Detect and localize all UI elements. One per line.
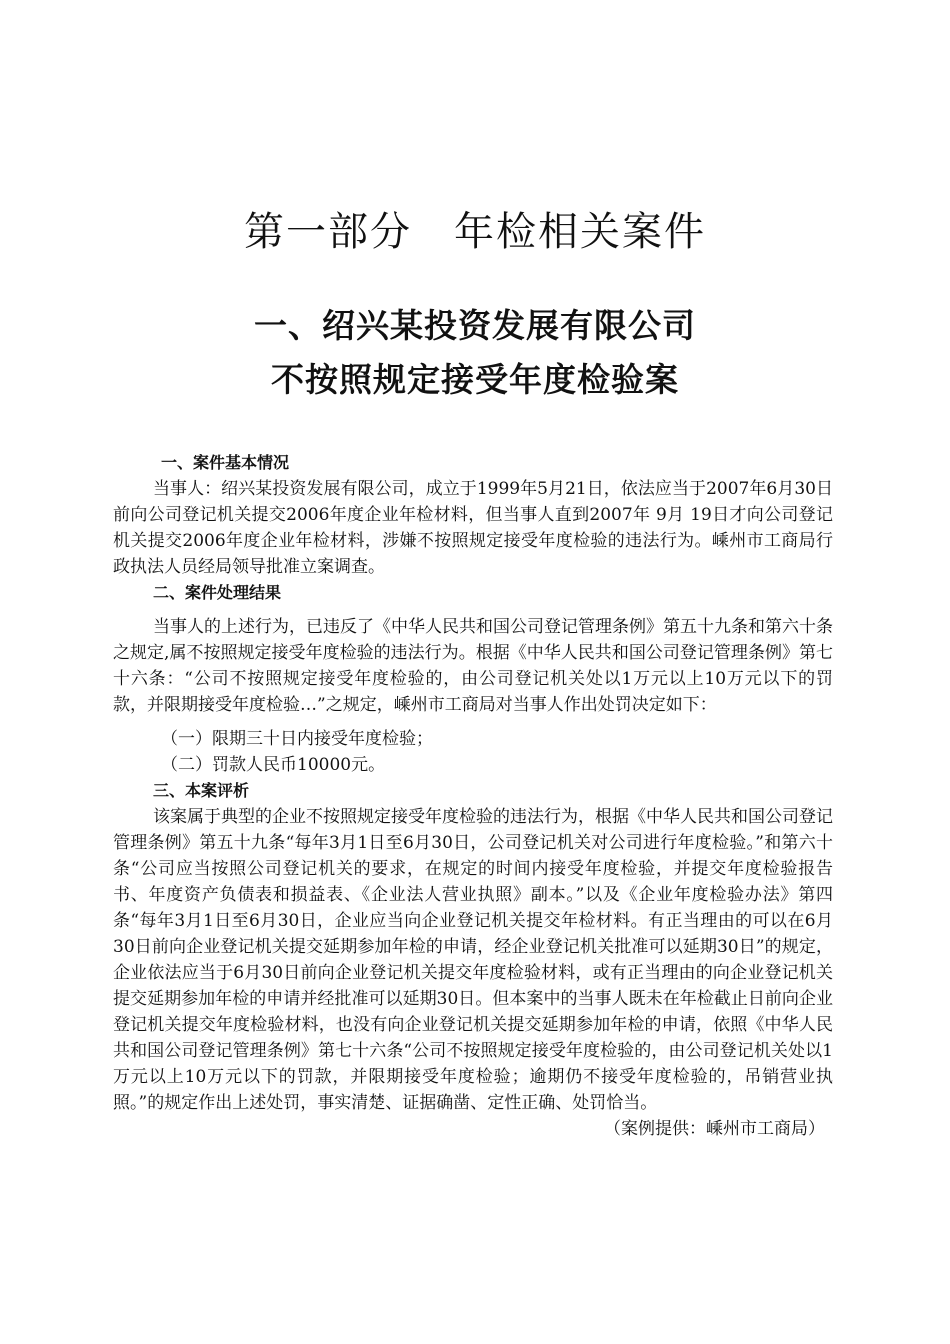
case-source: （案例提供：嵊州市工商局）: [604, 1119, 825, 1139]
section-text-analysis: 该案属于典型的企业不按照规定接受年度检验的违法行为，根据《中华人民共和国公司登记管理条例》第五十九条“每年3月1日至6月30日，公司登记机关对公司进行年度检验。”和第六十条“公司应当按照公司登记机关的要求，在规定的时间内接受年度检验，并提交年度检验报告书、年度资产负债表和损益表、《企业法人营业执照》副本。”以及《企业年度检验办法》第四条“每年3月1日至6月30日，企业应当向企业登记机关提交年检材料。有正当理由的可以在6月30日前向企业登记机关提交延期参加年检的申请，经企业登记机关批准可以延期30日”的规定，企业依法应当于6月30日前向企业登记机关提交年度检验材料，或有正当理由的向企业登记机关提交延期参加年检的申请并经批准可以延期30日。但本案中的当事人既未在年检截止日前向企业登记机关提交年度检验材料，也没有向企业登记机关提交延期参加年检的申请，依照《中华人民共和国公司登记管理条例》第七十六条“公司不按照规定接受年度检验的，由公司登记机关处以1万元以上10万元以下的罚款，并限期接受年度检验；逾期仍不接受年度检验的，吊销营业执照。”的规定作出上述处罚，事实清楚、证据确凿、定性正确、处罚恰当。: [113, 807, 833, 1113]
section-heading-basic-facts: 一、案件基本情况: [161, 453, 290, 472]
section-heading-result: 二、案件处理结果: [153, 583, 282, 602]
penalty-item: （一）限期三十日内接受年度检验；: [161, 729, 433, 749]
part-title: 第一部分 年检相关案件: [244, 209, 706, 255]
case-title-line1: 一、绍兴某投资发展有限公司: [254, 306, 696, 345]
section-text-result: 当事人的上述行为，已违反了《中华人民共和国公司登记管理条例》第五十九条和第六十条之规定,属不按照规定接受年度检验的违法行为。根据《中华人民共和国公司登记管理条例》第七十六条：“公司不按照规定接受年度检验的，由公司登记机关处以1万元以上10万元以下的罚款，并限期接受年度检验…”之规定，嵊州市工商局对当事人作出处罚决定如下：: [113, 617, 833, 715]
section-heading-analysis: 三、本案评析: [153, 781, 250, 800]
document-body: [113, 450, 833, 1142]
case-title-line2: 不按照规定接受年度检验案: [271, 360, 679, 399]
penalty-item: （二）罚款人民币10000元。: [161, 755, 386, 775]
section-text-basic-facts: 当事人：绍兴某投资发展有限公司，成立于1999年5月21日，依法应当于2007年6月30日前向公司登记机关提交2006年度企业年检材料，但当事人直到2007年 9月 19日才向公司登记机关提交2006年度企业年检材料，涉嫌不按照规定接受年度检验的违法行为。嵊州市工商局行政执法人员经局领导批准立案调查。: [113, 479, 833, 577]
